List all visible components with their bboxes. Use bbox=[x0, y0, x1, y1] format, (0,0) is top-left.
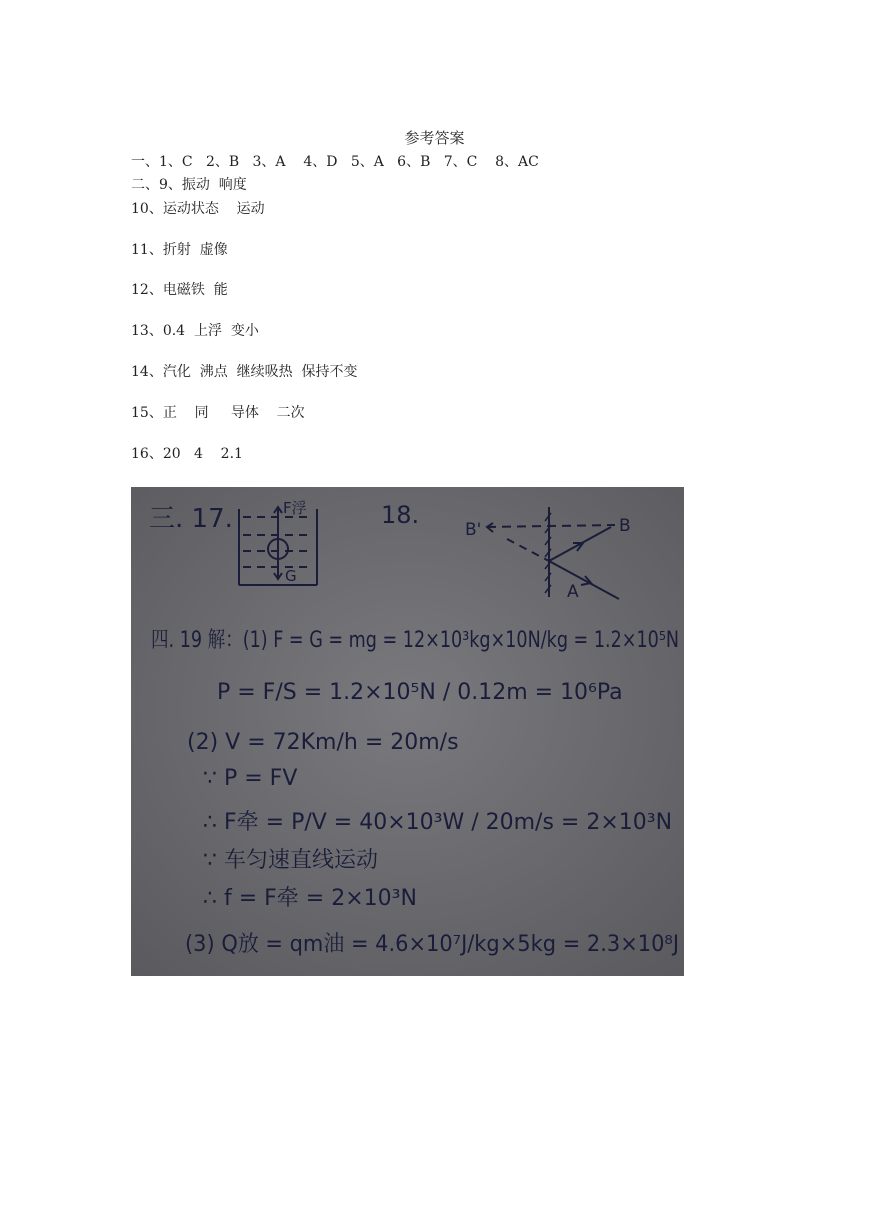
answer-line-8: 15、正 同 导体 二次 bbox=[131, 405, 305, 421]
solution-line-7: ∴ f = F牵 = 2×10³N bbox=[203, 886, 417, 911]
answer-line-5: 12、电磁铁 能 bbox=[131, 282, 228, 298]
solution-line-1: 四. 19 解：(1) F = G = mg = 12×10³kg×10N/kg = 1.2×10⁵N bbox=[151, 628, 679, 653]
solution-line-6: ∵ 车匀速直线运动 bbox=[203, 848, 378, 873]
solution-line-4: ∵ P = FV bbox=[203, 766, 298, 791]
handwritten-solution-photo bbox=[131, 487, 684, 976]
q18-point-b-image: B' bbox=[465, 520, 482, 540]
solution-line-3: (2) V = 72Km/h = 20m/s bbox=[187, 730, 459, 755]
page-title: 参考答案 bbox=[404, 129, 465, 147]
solution-line-5: ∴ F牵 = P/V = 40×10³W / 20m/s = 2×10³N bbox=[203, 810, 673, 835]
answer-line-1: 一、1、C 2、B 3、A 4、D 5、A 6、B 7、C 8、AC bbox=[131, 154, 539, 170]
answer-line-3: 10、运动状态 运动 bbox=[131, 201, 265, 217]
q17-buoyancy-label: F浮 bbox=[283, 499, 307, 517]
answer-line-4: 11、折射 虚像 bbox=[131, 242, 228, 258]
solution-line-8: (3) Q放 = qm油 = 4.6×10⁷J/kg×5kg = 2.3×10⁸J bbox=[185, 932, 679, 957]
answer-line-7: 14、汽化 沸点 继续吸热 保持不变 bbox=[131, 364, 358, 380]
q18-label: 18. bbox=[381, 501, 420, 529]
solution-line-2: P = F/S = 1.2×10⁵N / 0.12m = 10⁶Pa bbox=[217, 680, 623, 705]
answer-line-6: 13、0.4 上浮 变小 bbox=[131, 323, 259, 339]
q17-gravity-label: G bbox=[285, 567, 297, 585]
answer-line-2: 二、9、振动 响度 bbox=[131, 177, 247, 193]
q18-point-a: A bbox=[567, 582, 579, 602]
answer-line-9: 16、20 4 2.1 bbox=[131, 446, 243, 462]
q17-label: 三. 17. bbox=[149, 504, 233, 534]
q18-point-b: B bbox=[619, 516, 631, 536]
